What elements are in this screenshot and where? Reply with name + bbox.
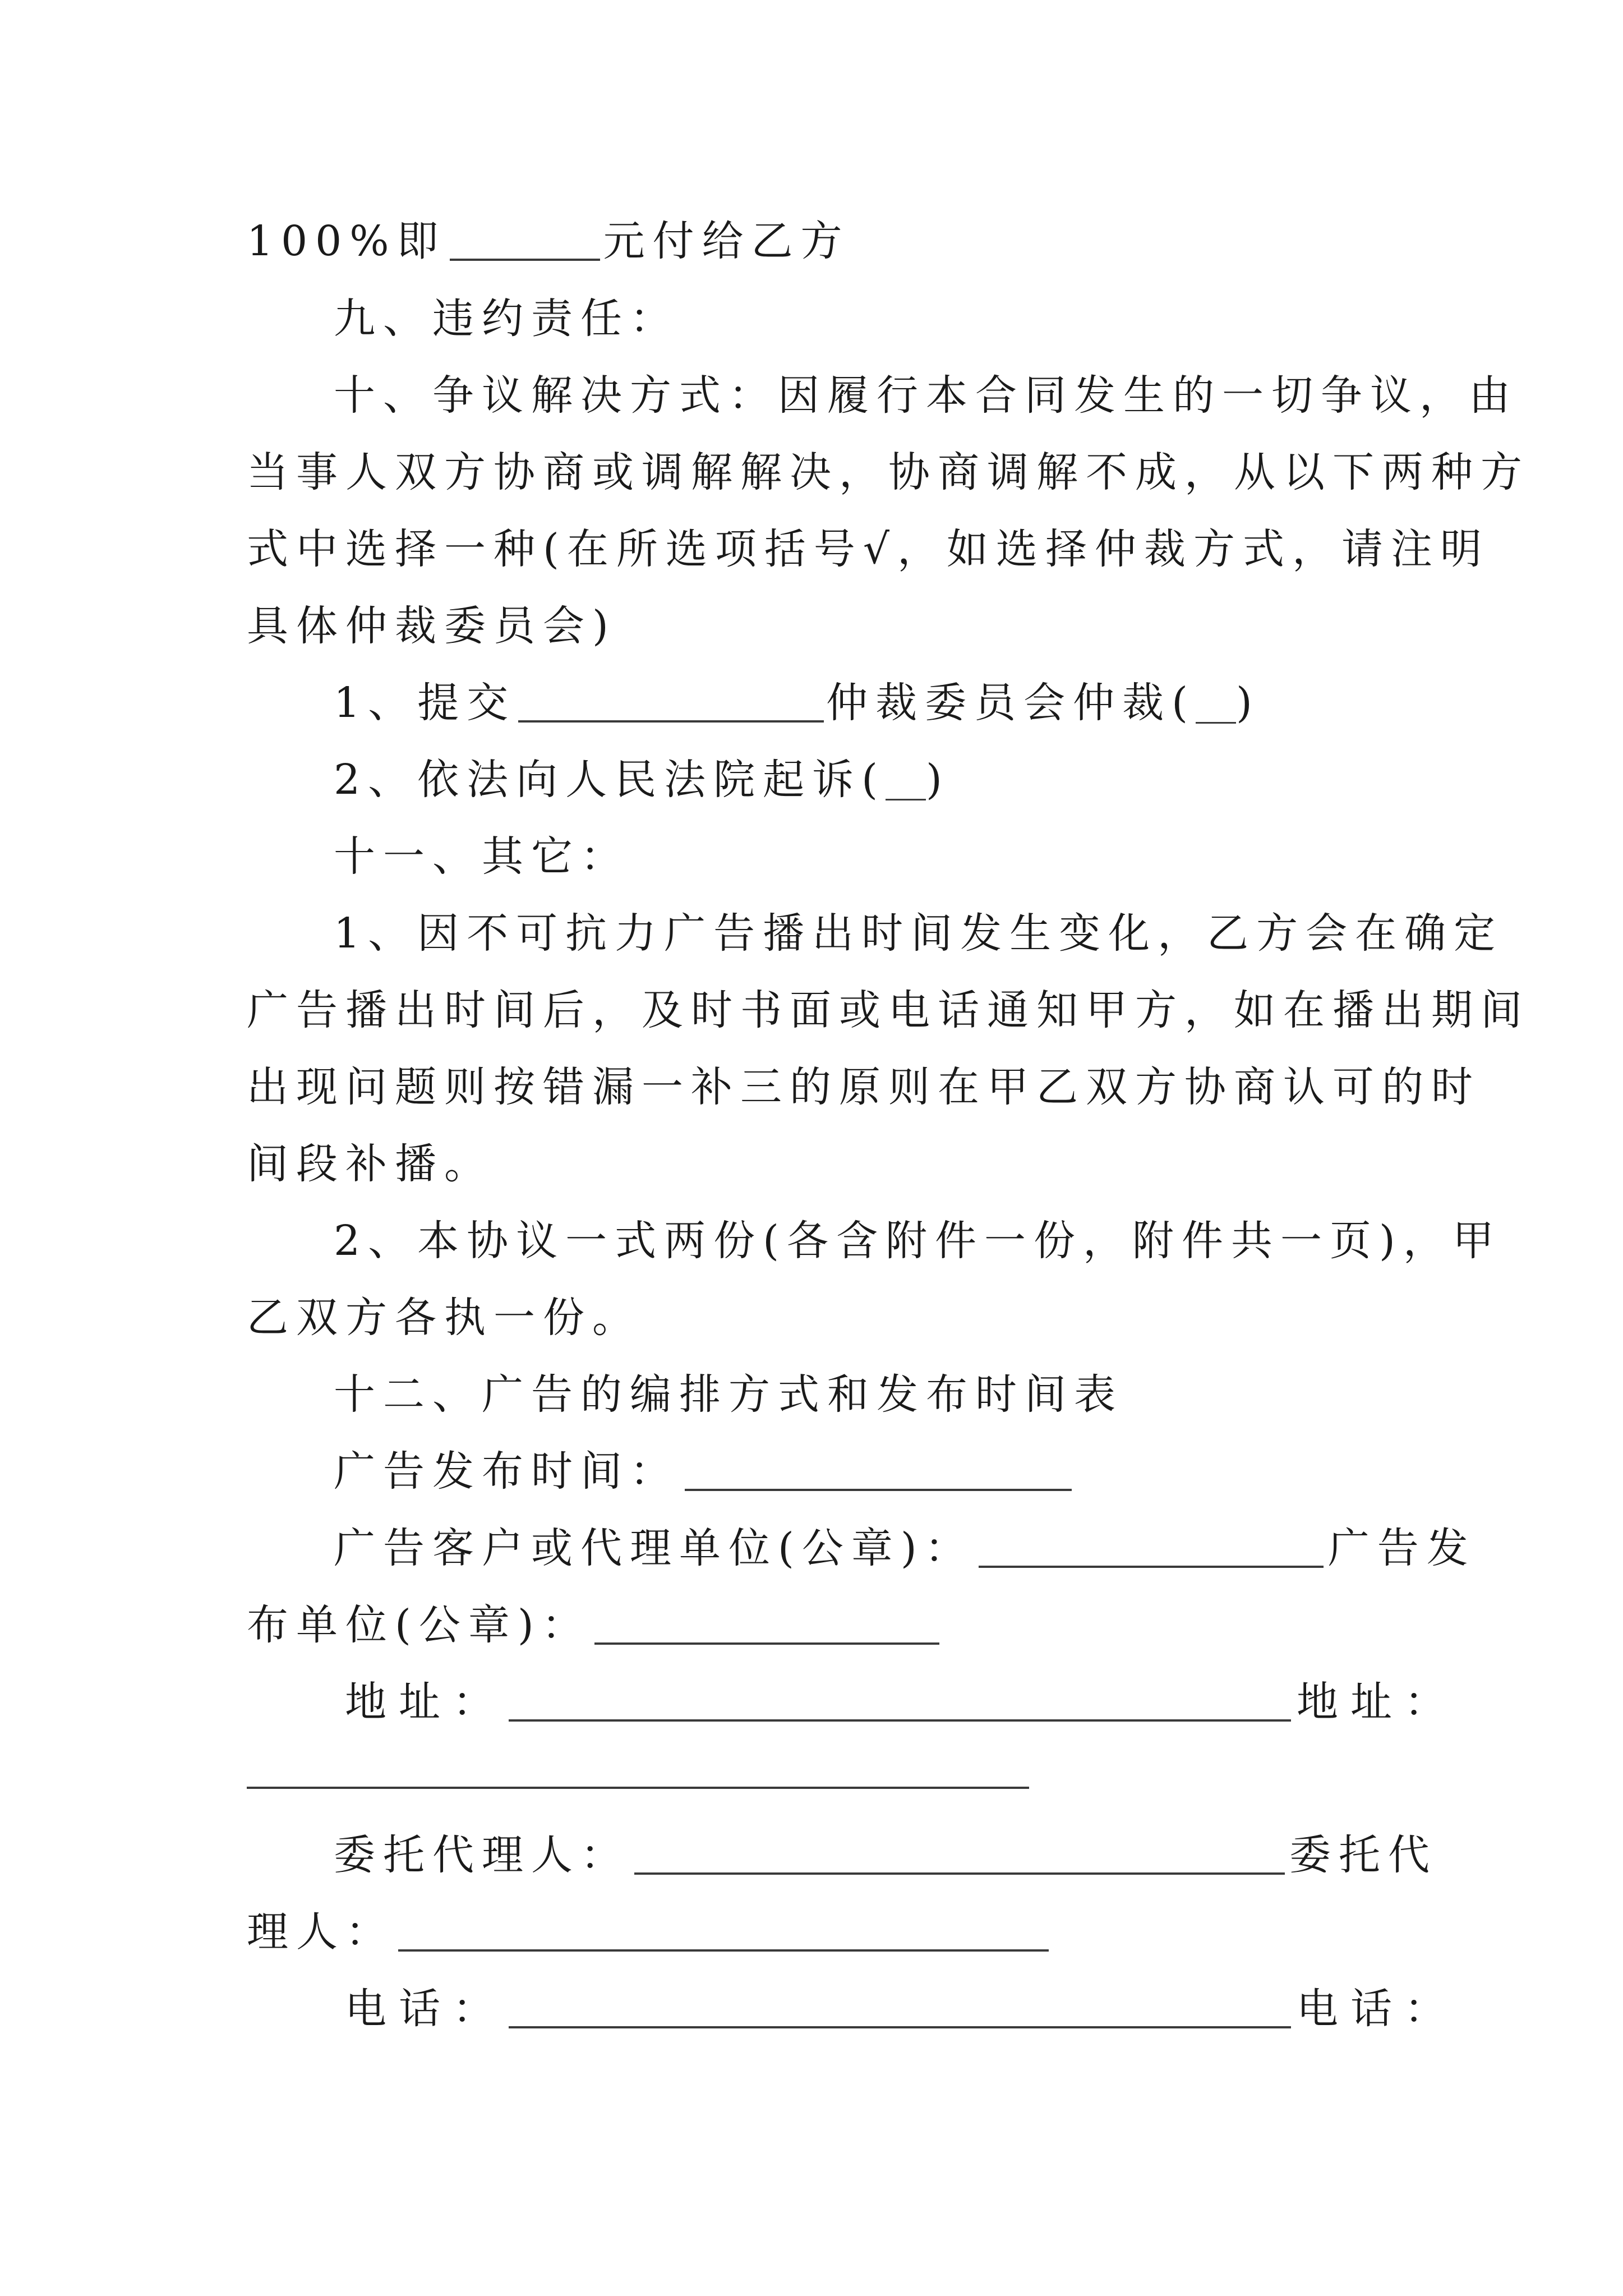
publisher-seal-line: [247, 1591, 939, 1659]
phone-line: [345, 1975, 1458, 2042]
arbitration-option: [334, 669, 1260, 737]
publisher-agent-label-start: 委托代: [1289, 1831, 1437, 1879]
client-address-blank[interactable]: [509, 1719, 1291, 1722]
clause-11-item-1-line-4: 间段补播。: [247, 1140, 494, 1188]
arbitration-close: ): [1235, 679, 1260, 727]
agent-line: [334, 1821, 1437, 1889]
arbitration-prefix: 1、提交: [334, 679, 517, 727]
clause-11-item-1-line-3: 出现问题则按错漏一补三的原则在甲乙双方协商认可的时: [247, 1063, 1481, 1111]
client-phone-label: 电话：: [345, 1985, 506, 2033]
litigation-text: 2、依法向人民法院起诉(: [334, 756, 886, 804]
clause-11-item-1-line-1: 1、因不可抗力广告播出时间发生变化，乙方会在确定: [334, 909, 1504, 958]
payment-suffix: 元付给乙方: [603, 217, 850, 265]
litigation-option: [334, 746, 950, 813]
publisher-seal-label-start: 广告发: [1327, 1524, 1476, 1572]
publish-time-line: [334, 1438, 1072, 1505]
publisher-address-blank[interactable]: [247, 1787, 1029, 1789]
publisher-seal-label-end: 布单位(公章)：: [247, 1601, 591, 1649]
arbitration-suffix: 仲裁委员会仲裁(: [826, 679, 1196, 727]
clause-11-heading: 十一、其它：: [334, 832, 630, 881]
client-seal-blank[interactable]: [979, 1566, 1324, 1568]
client-agent-blank[interactable]: [634, 1872, 1285, 1875]
clause-10-line-1: 十、争议解决方式：因履行本合同发生的一切争议，由: [334, 371, 1518, 420]
amount-blank[interactable]: [450, 259, 600, 261]
client-phone-blank[interactable]: [509, 2026, 1291, 2028]
publisher-seal-blank[interactable]: [594, 1642, 939, 1645]
publish-time-label: 广告发布时间：: [334, 1447, 679, 1496]
clause-10-line-3: 式中选择一种(在所选项括号√，如选择仲裁方式，请注明: [247, 525, 1490, 573]
publisher-agent-line: [247, 1898, 1049, 1966]
arbitration-check-blank[interactable]: [1196, 722, 1236, 724]
arbitration-committee-blank[interactable]: [518, 720, 824, 723]
clause-12-heading: 十二、广告的编排方式和发布时间表: [334, 1370, 1123, 1419]
clause-9-heading: 九、违约责任：: [334, 295, 679, 343]
publisher-phone-label: 电话：: [1297, 1985, 1458, 2033]
clause-10-line-2: 当事人双方协商或调解解决，协商调解不成，从以下两种方: [247, 448, 1530, 496]
litigation-check-blank[interactable]: [886, 799, 926, 800]
clause-11-item-1-line-2: 广告播出时间后，及时书面或电话通知甲方，如在播出期间: [247, 986, 1530, 1034]
client-seal-label: 广告客户或代理单位(公章)：: [334, 1524, 974, 1572]
publisher-agent-label-end: 理人：: [247, 1908, 395, 1956]
client-agent-label: 委托代理人：: [334, 1831, 630, 1879]
clause-10-line-4: 具体仲裁委员会): [247, 602, 616, 650]
address-line: [345, 1668, 1458, 1736]
client-seal-line: [334, 1515, 1476, 1582]
clause-11-item-2-line-1: 2、本协议一式两份(各含附件一份，附件共一页)，甲: [334, 1217, 1502, 1265]
litigation-close: ): [925, 756, 950, 804]
publisher-address-label: 地址：: [1297, 1678, 1458, 1726]
publisher-agent-blank[interactable]: [398, 1949, 1049, 1952]
clause-11-item-2-line-2: 乙双方各执一份。: [247, 1294, 642, 1342]
client-address-label: 地址：: [345, 1678, 506, 1726]
payment-line: [247, 208, 850, 275]
publish-time-blank[interactable]: [685, 1489, 1072, 1491]
payment-prefix: 100%即: [247, 217, 446, 265]
